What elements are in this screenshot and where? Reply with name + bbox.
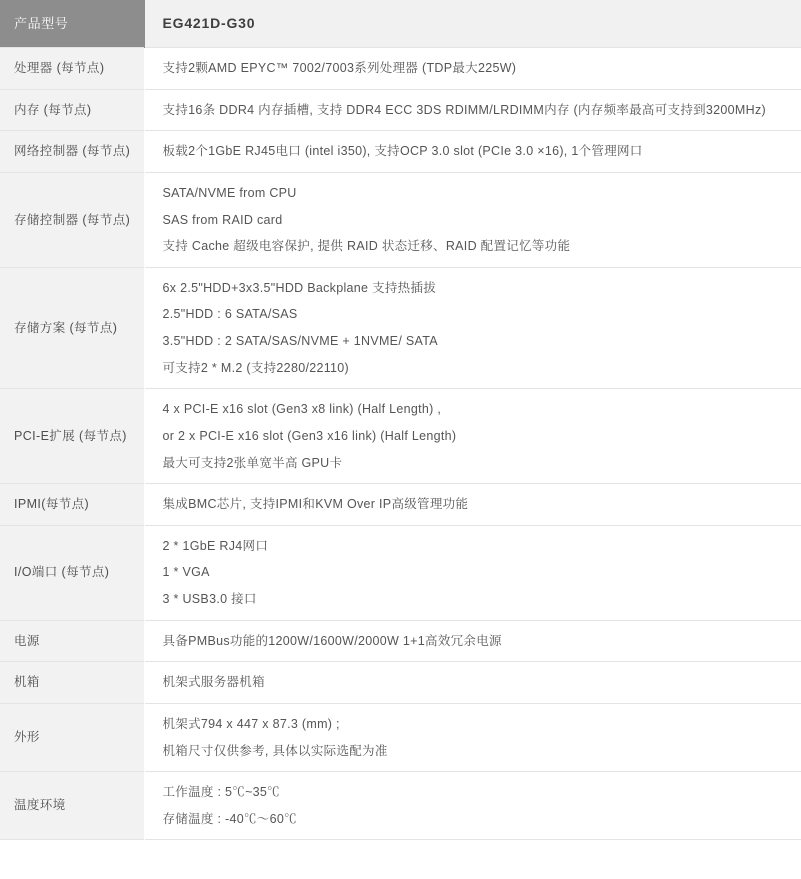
spec-value-cell — [144, 525, 801, 620]
spec-value-line: 支持2颗AMD EPYC™ 7002/7003系列处理器 (TDP最大225W) — [162, 61, 517, 76]
spec-label-cell: I/O端口 (每节点) — [0, 525, 144, 620]
table-row — [0, 525, 801, 620]
table-row — [0, 662, 801, 704]
table-row — [0, 772, 801, 840]
spec-value-line: 机架式794 x 447 x 87.3 (mm) ; — [162, 716, 340, 731]
spec-value-line: 工作温度 : 5℃~35℃ — [162, 785, 280, 800]
table-row — [0, 389, 801, 484]
spec-value-line: 2.5"HDD : 6 SATA/SAS — [162, 307, 298, 322]
spec-value-line: 支持16条 DDR4 内存插槽, 支持 DDR4 ECC 3DS RDIMM/LRDIMM内存 (内存频率最高可支持到3200MHz) — [162, 102, 766, 117]
spec-value-line: 存储温度 : -40℃～60℃ — [162, 811, 297, 826]
table-row — [0, 89, 801, 131]
spec-value-line: 6x 2.5"HDD+3x3.5"HDD Backplane 支持热插拔 — [162, 280, 437, 295]
spec-label-cell: 外形 — [0, 703, 144, 771]
spec-label-cell: 机箱 — [0, 662, 144, 704]
spec-value-cell — [144, 89, 801, 131]
spec-value-line: 3.5"HDD : 2 SATA/SAS/NVME + 1NVME/ SATA — [162, 334, 438, 349]
spec-value-line: 最大可支持2张单宽半高 GPU卡 — [162, 455, 343, 470]
spec-value-line: SAS from RAID card — [162, 212, 283, 227]
header-value-cell: EG421D-G30 — [144, 0, 801, 48]
table-row — [0, 620, 801, 662]
spec-value-cell — [144, 131, 801, 173]
spec-value-line: 集成BMC芯片, 支持IPMI和KVM Over IP高级管理功能 — [162, 497, 469, 512]
table-row — [0, 484, 801, 526]
spec-value-line: 可支持2 * M.2 (支持2280/22110) — [162, 360, 350, 375]
table-row — [0, 172, 801, 267]
table-header-row — [0, 0, 801, 48]
spec-value-line: or 2 x PCI-E x16 slot (Gen3 x16 link) (Half Length) — [162, 428, 457, 443]
spec-value-line: 机箱尺寸仅供参考, 具体以实际选配为准 — [162, 743, 388, 758]
spec-value-line: 4 x PCI-E x16 slot (Gen3 x8 link) (Half Length) , — [162, 402, 442, 417]
table-row — [0, 48, 801, 90]
spec-value-line: 板载2个1GbE RJ45电口 (intel i350), 支持OCP 3.0 slot (PCIe 3.0 ×16), 1个管理网口 — [162, 144, 643, 159]
spec-value-cell — [144, 484, 801, 526]
spec-value-cell — [144, 267, 801, 389]
spec-value-line: 具备PMBus功能的1200W/1600W/2000W 1+1高效冗余电源 — [162, 633, 502, 648]
table-row — [0, 131, 801, 173]
spec-value-line: 1 * VGA — [162, 565, 210, 580]
spec-label-cell: IPMI(每节点) — [0, 484, 144, 526]
spec-label-cell: 内存 (每节点) — [0, 89, 144, 131]
spec-value-cell — [144, 703, 801, 771]
spec-value-line: SATA/NVME from CPU — [162, 185, 297, 200]
table-row — [0, 267, 801, 389]
spec-label-cell: 温度环境 — [0, 772, 144, 840]
header-label-cell: 产品型号 — [0, 0, 144, 48]
spec-value-line: 机架式服务器机箱 — [162, 675, 265, 690]
spec-value-cell — [144, 389, 801, 484]
spec-value-line: 2 * 1GbE RJ4网口 — [162, 538, 269, 553]
spec-value-cell — [144, 48, 801, 90]
spec-value-line: 支持 Cache 超级电容保护, 提供 RAID 状态迁移、RAID 配置记忆等功能 — [162, 239, 571, 254]
spec-label-cell: 电源 — [0, 620, 144, 662]
spec-label-cell: 处理器 (每节点) — [0, 48, 144, 90]
table-row — [0, 703, 801, 771]
spec-value-cell — [144, 620, 801, 662]
spec-value-line: 3 * USB3.0 接口 — [162, 592, 257, 607]
spec-value-cell — [144, 772, 801, 840]
spec-label-cell: PCI-E扩展 (每节点) — [0, 389, 144, 484]
spec-label-cell: 存储方案 (每节点) — [0, 267, 144, 389]
spec-label-cell: 存储控制器 (每节点) — [0, 172, 144, 267]
spec-label-cell: 网络控制器 (每节点) — [0, 131, 144, 173]
spec-value-cell — [144, 172, 801, 267]
spec-value-cell — [144, 662, 801, 704]
